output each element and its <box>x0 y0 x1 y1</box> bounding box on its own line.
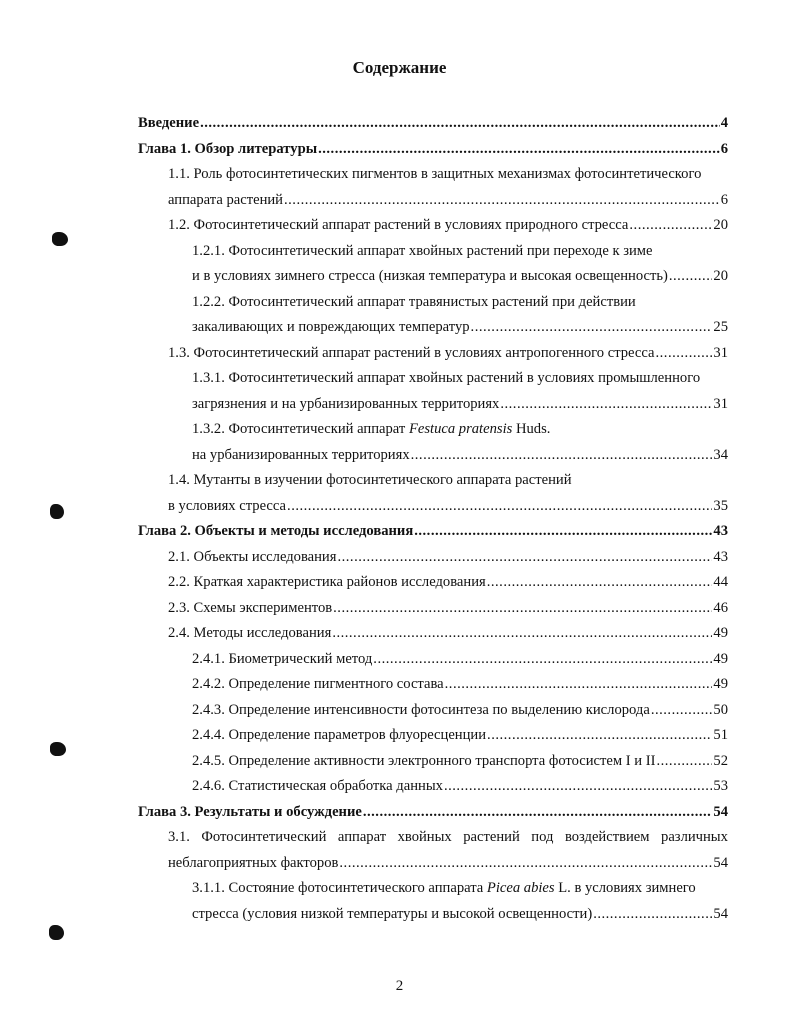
toc-entry-text: 2.3. Схемы экспериментов <box>168 599 333 616</box>
toc-entry[interactable] <box>168 189 728 211</box>
dot-leader <box>487 724 712 746</box>
toc-page-number: 52 <box>713 752 728 769</box>
toc-entry[interactable] <box>168 597 728 619</box>
toc-word: 3.1. <box>168 829 190 845</box>
toc-entry-text: 1.3.1. Фотосинтетический аппарат хвойных растений в условиях промышленного <box>192 370 701 386</box>
toc-word: различных <box>661 829 728 845</box>
dot-leader <box>500 393 712 415</box>
toc-entry-text: 2.4.4. Определение параметров флуоресценции <box>192 727 487 743</box>
toc-entry-line[interactable] <box>192 367 728 389</box>
toc-page-number: 43 <box>713 548 728 565</box>
toc-entry-text: закаливающих и повреждающих температур <box>192 319 470 335</box>
page-title: Содержание <box>352 58 447 77</box>
toc-entry-text: 2.2. Краткая характеристика районов исследования <box>168 574 486 590</box>
toc-entry[interactable] <box>192 699 728 721</box>
dot-leader <box>487 571 713 593</box>
dot-leader <box>287 495 712 517</box>
toc-entry[interactable] <box>138 520 728 542</box>
toc-entry[interactable] <box>192 393 728 415</box>
toc-entry-text: в условиях стресса <box>168 497 287 514</box>
toc-page-number: 4 <box>720 115 728 131</box>
page-number: 2 <box>395 978 404 994</box>
dot-leader <box>284 189 720 211</box>
toc-entry[interactable] <box>138 801 728 823</box>
toc-word: аппарат <box>337 829 387 845</box>
toc-entry[interactable] <box>138 112 728 134</box>
toc-entry[interactable] <box>192 775 728 797</box>
toc-entry-text: Глава 2. Объекты и методы исследования <box>138 523 414 539</box>
toc-entry[interactable] <box>168 342 728 364</box>
toc-entry-text: Глава 3. Результаты и обсуждение <box>138 803 362 820</box>
toc-entry-text: 2.4.2. Определение пигментного состава <box>192 676 444 692</box>
toc-entry-text-part: L. в условиях зимнего <box>554 880 696 896</box>
toc-entry[interactable] <box>168 214 728 236</box>
toc-page-number: 25 <box>713 319 728 335</box>
toc-entry[interactable] <box>168 546 728 568</box>
toc-entry-line[interactable] <box>192 418 728 440</box>
toc-entry-line[interactable] <box>168 826 728 848</box>
toc-page-number: 51 <box>713 727 728 743</box>
toc-page-number: 20 <box>713 217 728 233</box>
toc-entry-text: 2.4.5. Определение активности электронного транспорта фотосистем I и II <box>192 752 656 769</box>
dot-leader <box>363 801 713 823</box>
toc-entry-text: 1.2.2. Фотосинтетический аппарат травянистых растений при действии <box>192 293 636 310</box>
toc-entry-text: аппарата растений <box>168 191 283 208</box>
dot-leader <box>333 597 712 619</box>
dot-leader <box>373 648 712 670</box>
toc-word: под <box>531 829 554 845</box>
species-name: Festuca pratensis <box>408 421 513 437</box>
toc-entry[interactable] <box>192 648 728 670</box>
dot-leader <box>445 673 713 695</box>
toc-page-number: 6 <box>720 191 728 208</box>
dot-leader <box>629 214 712 236</box>
toc-entry[interactable] <box>192 750 728 772</box>
toc-entry-text: Глава 1. Обзор литературы <box>138 140 318 157</box>
toc-entry-text-part: 3.1.1. Состояние фотосинтетического аппарата <box>192 880 487 896</box>
toc-entry[interactable] <box>138 138 728 160</box>
toc-entry[interactable] <box>168 622 728 644</box>
dot-leader <box>656 342 713 364</box>
dot-leader <box>656 750 712 772</box>
dot-leader <box>444 775 712 797</box>
toc-page-number: 44 <box>713 574 728 590</box>
toc-entry[interactable] <box>192 316 728 338</box>
toc-entry-text <box>168 826 728 848</box>
toc-entry[interactable] <box>168 495 728 517</box>
toc-entry-line[interactable] <box>192 240 728 262</box>
toc-page-number: 54 <box>713 905 728 922</box>
toc-page-number: 49 <box>713 676 728 692</box>
toc-entry-text <box>192 418 550 440</box>
toc-page-number: 50 <box>713 701 728 718</box>
toc-entry-text: Введение <box>138 115 200 131</box>
toc-entry-text: стресса (условия низкой температуры и высокой освещенности) <box>192 905 593 922</box>
toc-word: воздействием <box>564 829 650 845</box>
toc-entry-text: 2.4.3. Определение интенсивности фотосинтеза по выделению кислорода <box>192 701 650 718</box>
toc-word: Фотосинтетический <box>201 829 327 845</box>
toc-entry-text: 2.4. Методы исследования <box>168 625 332 641</box>
dot-leader <box>318 138 720 160</box>
scan-mark <box>52 232 68 246</box>
dot-leader <box>332 622 712 644</box>
toc-word: растений <box>463 829 520 845</box>
toc-page-number: 46 <box>713 599 728 616</box>
toc-entry-text: 1.3. Фотосинтетический аппарат растений в условиях антропогенного стресса <box>168 344 655 361</box>
toc-entry[interactable] <box>192 724 728 746</box>
dot-leader <box>411 444 713 466</box>
dot-leader <box>471 316 713 338</box>
toc-entry-text: неблагоприятных факторов <box>168 854 339 871</box>
toc-page-number: 34 <box>713 446 728 463</box>
toc-page-number: 53 <box>713 778 728 794</box>
toc-entry-text: 1.4. Мутанты в изучении фотосинтетического аппарата растений <box>168 472 572 488</box>
toc-page-number: 20 <box>713 268 728 284</box>
toc-page-number: 35 <box>713 497 728 514</box>
dot-leader <box>669 265 713 287</box>
scan-mark <box>50 742 66 756</box>
dot-leader <box>593 903 712 925</box>
toc-entry-line[interactable] <box>192 877 728 899</box>
toc-entry-text: на урбанизированных территориях <box>192 446 410 463</box>
toc-entry[interactable] <box>192 444 728 466</box>
toc-page-number: 6 <box>720 140 728 157</box>
dot-leader <box>651 699 713 721</box>
species-name: Picea abies <box>486 880 555 896</box>
toc-page-number: 43 <box>713 523 728 539</box>
toc-page-number: 49 <box>713 650 728 667</box>
toc-entry-text: и в условиях зимнего стресса (низкая температура и высокая освещенность) <box>192 268 668 284</box>
toc-entry-text: 1.1. Роль фотосинтетических пигментов в защитных механизмах фотосинтетического <box>168 166 702 182</box>
toc-entry-text <box>192 877 696 899</box>
toc-page-number: 31 <box>713 395 728 412</box>
toc-entry-text: 2.4.1. Биометрический метод <box>192 650 373 667</box>
toc-entry-text-part: Huds. <box>512 421 551 437</box>
toc-entry-line[interactable] <box>168 163 728 185</box>
toc-entry-text: 1.2. Фотосинтетический аппарат растений в условиях природного стресса <box>168 217 629 233</box>
scan-mark <box>49 925 64 940</box>
toc-entry-text: 2.1. Объекты исследования <box>168 548 337 565</box>
dot-leader <box>200 112 720 134</box>
toc-entry-text: 2.4.6. Статистическая обработка данных <box>192 778 443 794</box>
toc-page-number: 54 <box>713 803 728 820</box>
dot-leader <box>339 852 712 874</box>
toc-entry-line[interactable] <box>192 291 728 313</box>
toc-entry[interactable] <box>192 673 728 695</box>
dot-leader <box>337 546 712 568</box>
scan-mark <box>50 504 64 519</box>
toc-page-number: 54 <box>713 854 728 871</box>
toc-entry-text: 1.2.1. Фотосинтетический аппарат хвойных растений при переходе к зиме <box>192 242 653 259</box>
toc-entry[interactable] <box>168 852 728 874</box>
toc-entry[interactable] <box>168 571 728 593</box>
toc-entry-text-part: 1.3.2. Фотосинтетический аппарат <box>192 421 409 437</box>
toc-entry[interactable] <box>192 265 728 287</box>
toc-entry[interactable] <box>192 903 728 925</box>
toc-word: хвойных <box>397 829 452 845</box>
toc-entry-text: загрязнения и на урбанизированных территориях <box>192 395 500 412</box>
dot-leader <box>414 520 712 542</box>
toc-entry-line[interactable] <box>168 469 728 491</box>
toc-page-number: 31 <box>713 344 728 361</box>
toc-page-number: 49 <box>713 625 728 641</box>
